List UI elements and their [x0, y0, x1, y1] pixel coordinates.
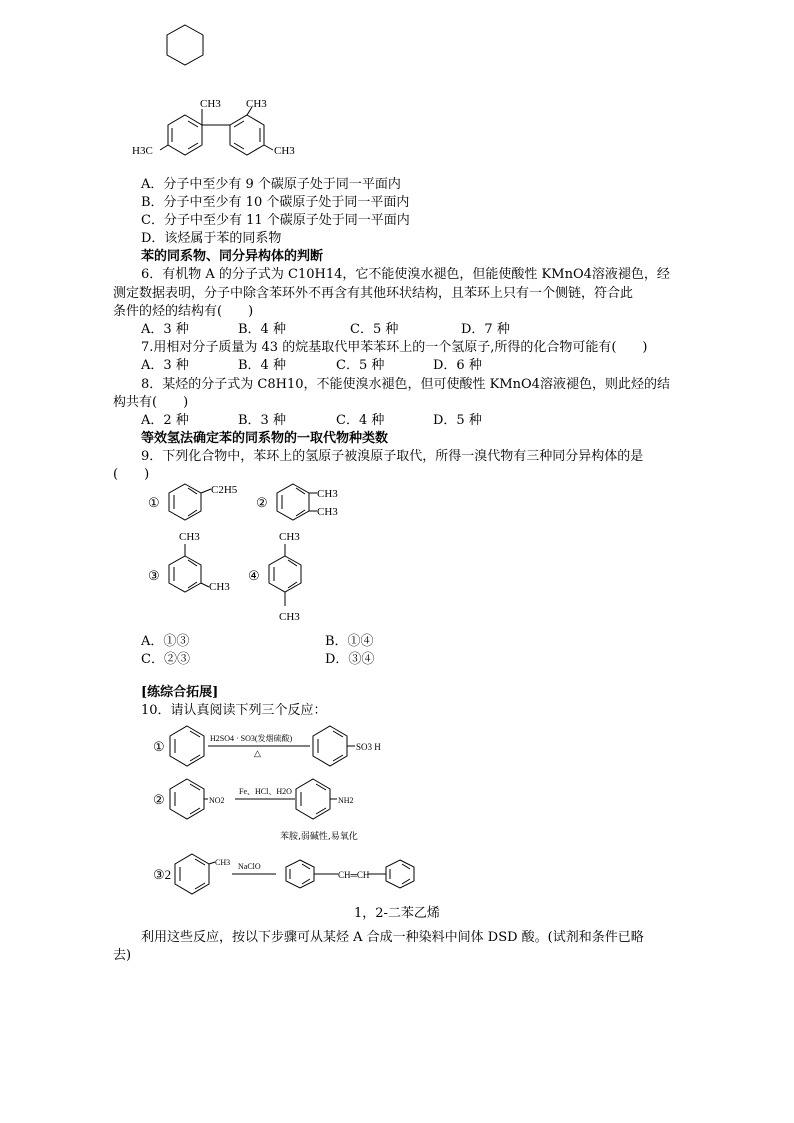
svg-text:NaClO: NaClO [238, 862, 261, 871]
svg-text:③2: ③2 [153, 867, 172, 882]
q7-option-d: D．6 种 [433, 358, 482, 373]
svg-text:①: ① [153, 739, 165, 754]
section-heading: 苯的同系物、同分异构体的判断 [141, 249, 324, 264]
tetramethylbiphenyl-structure [132, 95, 330, 170]
methyl-label: CH3 [246, 98, 267, 110]
svg-text:SO3 H: SO3 H [356, 742, 381, 752]
stilbene-name: 1，2-二苯乙烯 [354, 906, 440, 921]
svg-text:CH3: CH3 [209, 581, 230, 593]
svg-text:C2H5: C2H5 [211, 484, 238, 496]
q10-line: 利用这些反应，按以下步骤可从某烃 A 合成一种染料中间体 DSD 酸。(试剂和条件已略 [141, 930, 644, 945]
svg-text:H2SO4 · SO3(发烟硫酸): H2SO4 · SO3(发烟硫酸) [210, 734, 293, 743]
methyl-label: CH3 [274, 145, 295, 157]
q8-option-b: B．3 种 [238, 413, 286, 428]
svg-text:④: ④ [248, 568, 260, 583]
svg-text:CH3: CH3 [317, 488, 338, 500]
q6-line: 条件的烃的结构有( ) [113, 304, 254, 319]
svg-text:①: ① [148, 495, 160, 510]
q5-option-d: D．该烃属于苯的同系物 [141, 231, 282, 246]
q7-option-b: B．4 种 [238, 358, 286, 373]
q8-line: 8．某烃的分子式为 C8H10，不能使溴水褪色，但可使酸性 KMnO4溶液褪色，则此烃的结 [141, 377, 670, 392]
svg-text:CH3: CH3 [279, 611, 300, 623]
q8-option-a: A．2 种 [141, 413, 189, 428]
q7-option-a: A．3 种 [141, 358, 189, 373]
svg-text:Fe、HCl、H2O: Fe、HCl、H2O [239, 787, 292, 796]
svg-text:③: ③ [148, 568, 160, 583]
q10-line: 10．请认真阅读下列三个反应： [141, 703, 327, 718]
svg-text:CH3: CH3 [215, 858, 231, 867]
q7-line: 7.用相对分子质量为 43 的烷基取代甲苯苯环上的一个氢原子,所得的化合物可能有( ) [141, 340, 648, 355]
q6-option-d: D．7 种 [461, 322, 510, 337]
q6-line: 测定数据表明，分子中除含苯环外不再含有其他环状结构，且苯环上只有一个侧链，符合此 [113, 286, 634, 301]
svg-text:△: △ [254, 748, 261, 758]
para-xylene-structure [245, 528, 335, 628]
q10-line: 去) [113, 948, 132, 963]
q8-option-c: C．4 种 [336, 413, 385, 428]
ethylbenzene-structure [145, 480, 245, 525]
svg-text:CH3: CH3 [317, 506, 338, 518]
methyl-label: CH3 [200, 98, 221, 110]
reaction-stilbene [150, 850, 450, 900]
ortho-xylene-structure [253, 480, 353, 525]
reaction-sulfonation [150, 722, 410, 772]
q6-option-c: C．5 种 [350, 322, 399, 337]
svg-text:NO2: NO2 [209, 796, 225, 805]
svg-text:②: ② [256, 495, 268, 510]
q9-option-d: D．③④ [325, 652, 375, 667]
q8-line: 构共有( ) [113, 395, 189, 410]
q7-option-c: C．5 种 [336, 358, 385, 373]
svg-text:CH3: CH3 [179, 531, 200, 543]
q9-line: 9．下列化合物中，苯环上的氢原子被溴原子取代，所得一溴代物有三种同分异构体的是 [141, 449, 644, 464]
q9-option-c: C．②③ [141, 652, 190, 667]
q5-option-a: A．分子中至少有 9 个碳原子处于同一平面内 [141, 177, 401, 192]
q6-option-b: B．4 种 [238, 322, 286, 337]
methyl-label: H3C [132, 145, 153, 157]
svg-text:CH3: CH3 [279, 531, 300, 543]
aniline-note: 苯胺,弱碱性,易氧化 [280, 832, 358, 842]
reaction-nitro-reduction [150, 775, 410, 825]
q5-option-c: C．分子中至少有 11 个碳原子处于同一平面内 [141, 213, 410, 228]
q9-option-a: A．①③ [141, 634, 190, 649]
section-heading: [练综合拓展] [141, 685, 219, 700]
meta-xylene-structure [145, 528, 245, 600]
q5-option-b: B．分子中至少有 10 个碳原子处于同一平面内 [141, 195, 410, 210]
section-heading: 等效氢法确定苯的同系物的一取代物种类数 [141, 431, 389, 446]
q9-line: ( ) [113, 467, 150, 482]
q6-option-a: A．3 种 [141, 322, 189, 337]
svg-text:②: ② [153, 792, 165, 807]
q6-line: 6．有机物 A 的分子式为 C10H14，它不能使溴水褪色，但能使酸性 KMnO4溶液褪色，经 [141, 267, 670, 282]
svg-text:NH2: NH2 [338, 796, 354, 805]
svg-text:CH═CH: CH═CH [338, 870, 370, 880]
q8-option-d: D．5 种 [433, 413, 482, 428]
q9-option-b: B．①④ [325, 634, 374, 649]
